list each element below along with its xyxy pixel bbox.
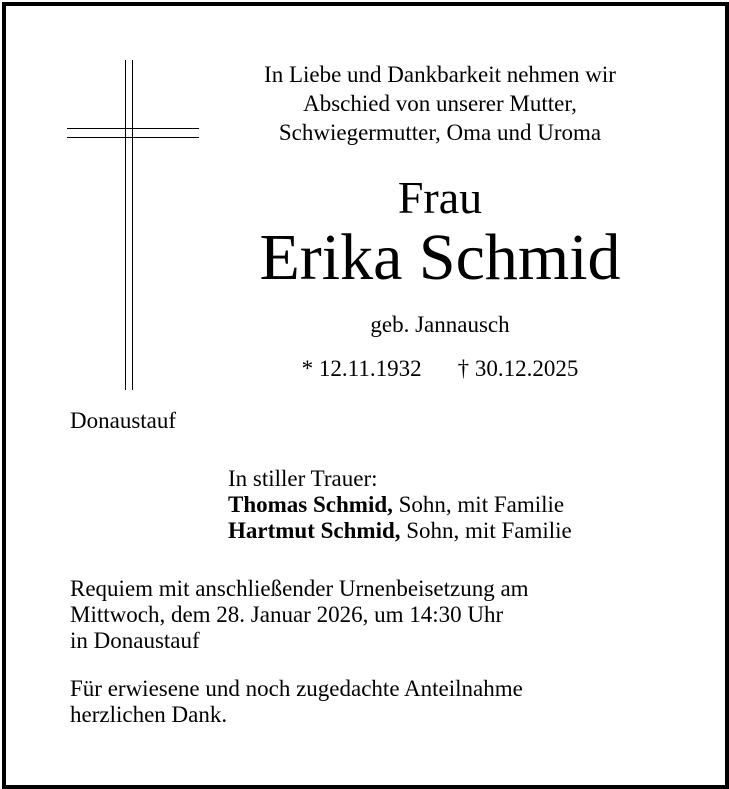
mourner-relation: Sohn, mit Familie (392, 492, 565, 517)
intro-text (210, 60, 670, 147)
mourning-heading: In stiller Trauer: (228, 466, 378, 491)
mourner-row (228, 492, 572, 518)
maiden-name: geb. Jannausch (370, 312, 510, 337)
death-date: † 30.12.2025 (457, 356, 579, 381)
mourner-row (228, 518, 572, 544)
thanks-line: Für erwiesene und noch zugedachte Anteilnahme (70, 676, 523, 701)
mourner-relation: Sohn, mit Familie (400, 518, 572, 543)
intro-line: Abschied von unserer Mutter, (303, 91, 577, 116)
requiem-line: Requiem mit anschließender Urnenbeisetzung am (70, 576, 529, 601)
intro-line: Schwiegermutter, Oma und Uroma (278, 120, 602, 145)
mourner-name: Thomas Schmid, (228, 492, 393, 517)
place: Donaustauf (70, 408, 177, 433)
requiem-line: in Donaustauf (70, 628, 200, 653)
thanks-text (70, 676, 523, 728)
deceased-name: Erika Schmid (259, 221, 621, 294)
thanks-line: herzlichen Dank. (70, 702, 228, 727)
mourner-name: Hartmut Schmid, (228, 518, 401, 543)
mourners-block (228, 466, 572, 544)
birth-date: * 12.11.1932 (301, 356, 422, 381)
requiem-info (70, 576, 529, 654)
requiem-line: Mittwoch, dem 28. Januar 2026, um 14:30 Uhr (70, 602, 504, 627)
salutation: Frau (397, 172, 483, 223)
intro-line: In Liebe und Dankbarkeit nehmen wir (264, 62, 616, 87)
life-dates (210, 354, 670, 384)
cross-icon (67, 60, 199, 390)
